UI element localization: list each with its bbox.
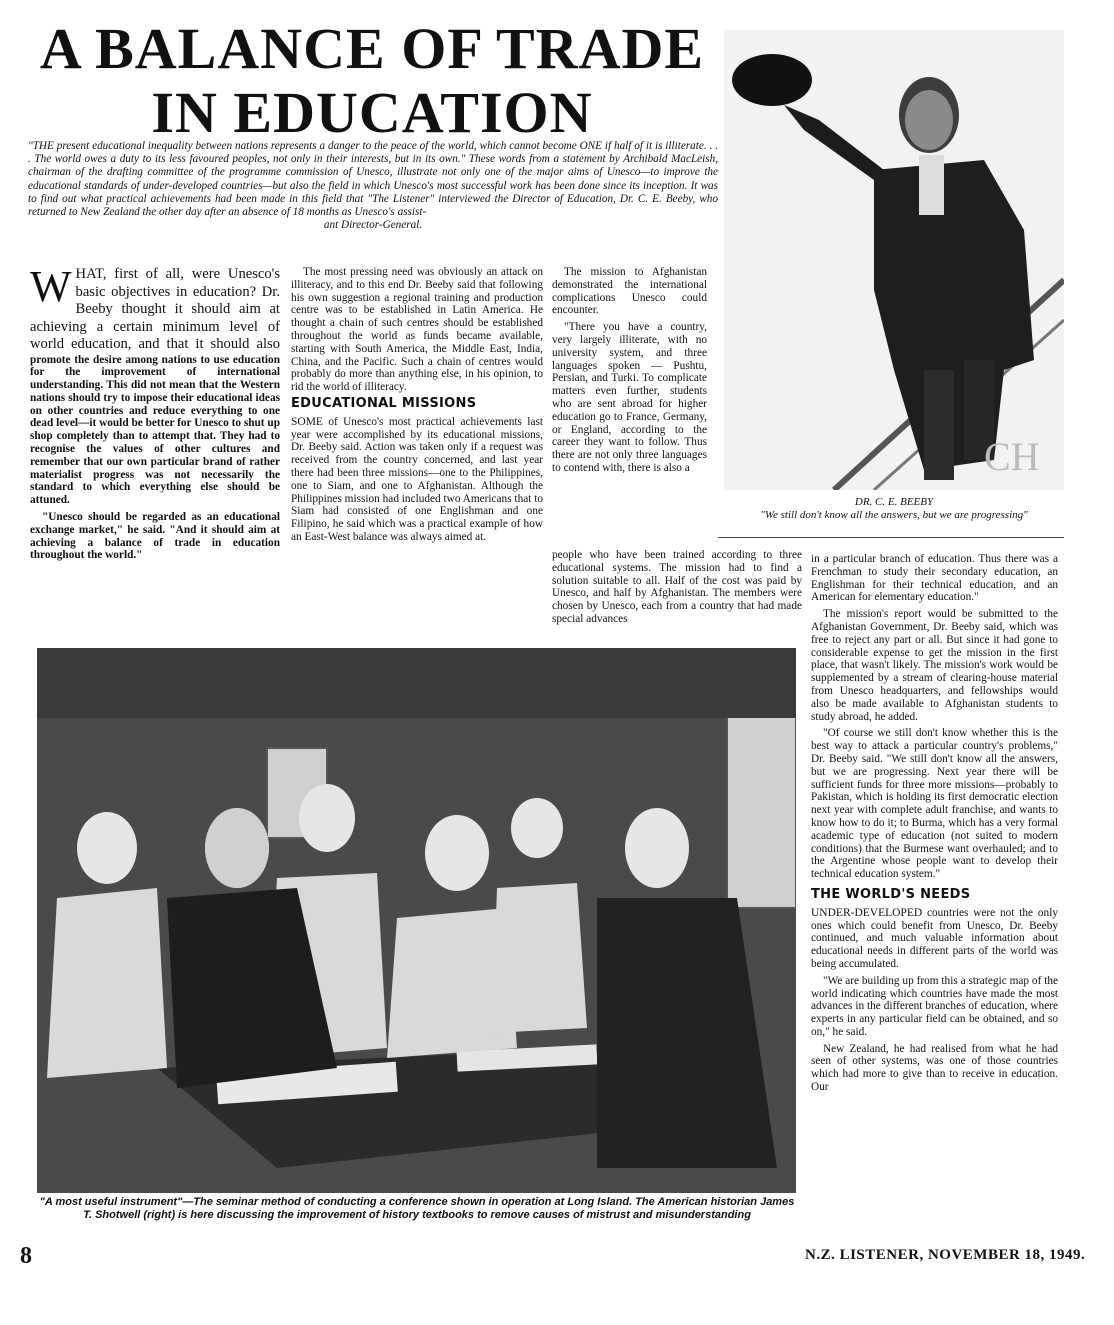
photo-dr-beeby — [724, 30, 1064, 490]
photo-top-caption — [724, 496, 1064, 522]
lead-bold-text: promote the desire among nations to use education for the improvement of international understanding. This did not mean that the Western nations should try to impose their educational ideas on other countries and reduce everything to one dead level—it would be better for Unesco to shut up shop completely than to attempt that. They had to recognise the values of other cultures and remember that our own particular brand of rather materialist progress was not necessarily the standard to which everything else should be attuned. — [30, 353, 280, 507]
headline-line-2: IN EDUCATION — [151, 80, 593, 145]
photo-dr-beeby-illustration — [724, 30, 1064, 490]
col4-paragraph-5: "We are building up from this a strategic map of the world indicating which countries have made the most advances in the different branches of education, where experts in any particular field can be obtained, and so on," he said. — [811, 974, 1058, 1038]
col4-paragraph-1: in a particular branch of education. Thus there was a Frenchman to study their secondary education, an Englishman for their technical education, and an American for elementary education." — [811, 553, 1058, 604]
col4-paragraph-6: New Zealand, he had realised from what he had seen of other systems, was one of those countries which had more to give than to receive in education. Our — [811, 1042, 1058, 1094]
photo-top-caption-name: DR. C. E. BEEBY — [854, 496, 934, 508]
col2-paragraph-2-cap: SOME — [291, 415, 323, 428]
subheading-worlds-needs: THE WORLD'S NEEDS — [811, 886, 971, 902]
col4-paragraph-4 — [811, 907, 1058, 971]
col1-paragraph-2: "Unesco should be regarded as an educational exchange market," he said. "And it should aim at achieving a balance of trade in education throughout the world." — [30, 511, 280, 562]
lead-text: HAT, first of all, were Unesco's basic objectives in education? Dr. Beeby thought it should aim at achieving a certain minimum level of world education, and that it should also — [30, 266, 280, 352]
article-column-4 — [811, 553, 1058, 1098]
intro-tail: ant Director-General. — [323, 219, 423, 232]
publication-dateline: N.Z. LISTENER, NOVEMBER 18, 1949. — [805, 1247, 1086, 1263]
intro-standfirst — [28, 140, 718, 232]
photo-seminar-illustration — [37, 648, 796, 1193]
page-number: 8 — [20, 1243, 32, 1269]
col3-paragraph-1: The mission to Afghanistan demonstrated the international complications Unesco could encounter. — [552, 266, 707, 317]
article-column-3 — [552, 266, 707, 479]
divider-rule — [718, 537, 1064, 538]
photo-main-caption: "A most useful instrument"—The seminar method of conducting a conference shown in operation at Long Island. The American historian James T. Shotwell (right) is here discussing the improvement of history textbooks to remove causes of mistrust and misunderstanding — [39, 1196, 795, 1221]
photo-seminar — [37, 648, 796, 1193]
article-column-1 — [30, 262, 280, 566]
col4-paragraph-4-text: countries were not the only ones which could benefit from Unesco, Dr. Beeby continued, and much valuable information about educational needs in different parts of the world was being accumulated. — [811, 906, 1058, 970]
col2-paragraph-2 — [291, 416, 543, 544]
col2-paragraph-2-text: of Unesco's most practical achievements last year were accomplished by its educational missions, Dr. Beeby said. Action was taken only if a request was received from the country concerned, and last year there had been three missions—one to the Philippines, one to Siam, and one to Afghanistan. Although the Philippines mission had included two Americans that to Siam had consisted of one Englishman and one Filipino, he said which was a practical example of how an East-West balance was always aimed at. — [291, 415, 543, 543]
headline-line-1: A BALANCE OF TRADE — [39, 16, 705, 81]
col2-paragraph-1: The most pressing need was obviously an attack on illiteracy, and to this end Dr. Beeby said that following his own suggestion a regional training and production centre was to be established in Latin America. He thought a chain of such centres should be established throughout the world as funds became available, starting with South America, the Middle East, India, China, and the Pacific. Such a chain of centres would probably do more than anything else, in his opinion, to rid the world of illiteracy. — [291, 266, 543, 394]
col4-paragraph-4-cap: UNDER-DEVELOPED — [811, 906, 923, 919]
article-column-3-continued — [552, 549, 802, 630]
drop-cap: W — [30, 262, 72, 311]
svg-text:CH: CH — [984, 434, 1040, 479]
headline — [22, 16, 722, 145]
col3-paragraph-2: "There you have a country, very largely illiterate, with no university system, and three languages spoken — Pushtu, Persian, and Turki. To complicate matters even further, students who are sent abroad for higher education go to France, Germany, or England, according to the career they want to follow. Thus there are not only three languages to contend with, there is also a — [552, 321, 707, 474]
col4-paragraph-3: "Of course we still don't know whether this is the best way to attack a particular country's problems," Dr. Beeby said. "We still don't know all the answers, but we are progressing. Next year there will be sufficient funds for three more missions—probably to Pakistan, which is holding its first democratic election next year with complete adult franchise, and wants to know how to do it; to Burma, which has a very formal academic type of education (not suited to modern conditions) that the Burmese want overhauled; and to the Argentine whose people want to develop their technical education system." — [811, 727, 1058, 881]
col4-paragraph-2: The mission's report would be submitted to the Afghanistan Government, Dr. Beeby said, which was free to reject any part or all. But since it had gone to considerable expense to get the mission in the first place, that wasn't likely. The mission's work would be supplemented by a stream of clearing-house material from Unesco headquarters, and fellowships would also be made available to Afghanistan students to study abroad, he added. — [811, 608, 1058, 723]
article-column-2 — [291, 266, 543, 548]
intro-body: "THE present educational inequality between nations represents a danger to the peace of the world, which cannot become ONE if half of it is illiterate. . . . The world owes a duty to its less favoured peoples, not only in their interests, but in its own." These words from a statement by Archibald MacLeish, chairman of the drafting committee of the programme commission of Unesco, illustrate not only one of the major aims of Unesco—to improve the educational standards of under-developed countries—but also the field in which Unesco's most successful work has been done since its inception. It was to find out what practical achievements had been made in this field that "The Listener" interviewed the Director of Education, Dr. C. E. Beeby, who returned to New Zealand the other day after an absence of 18 months as Unesco's assist- — [28, 140, 718, 219]
col3-paragraph-2-continued: people who have been trained according to three educational systems. The mission had to find a solution suitable to all. Half of the cost was paid by Unesco, and half by Afghanistan. The members were chosen by Unesco, each from a country that had made special advances — [552, 549, 802, 625]
photo-top-caption-quote: "We still don't know all the answers, but we are progressing" — [760, 509, 1028, 521]
subheading-educational-missions: EDUCATIONAL MISSIONS — [291, 395, 477, 411]
